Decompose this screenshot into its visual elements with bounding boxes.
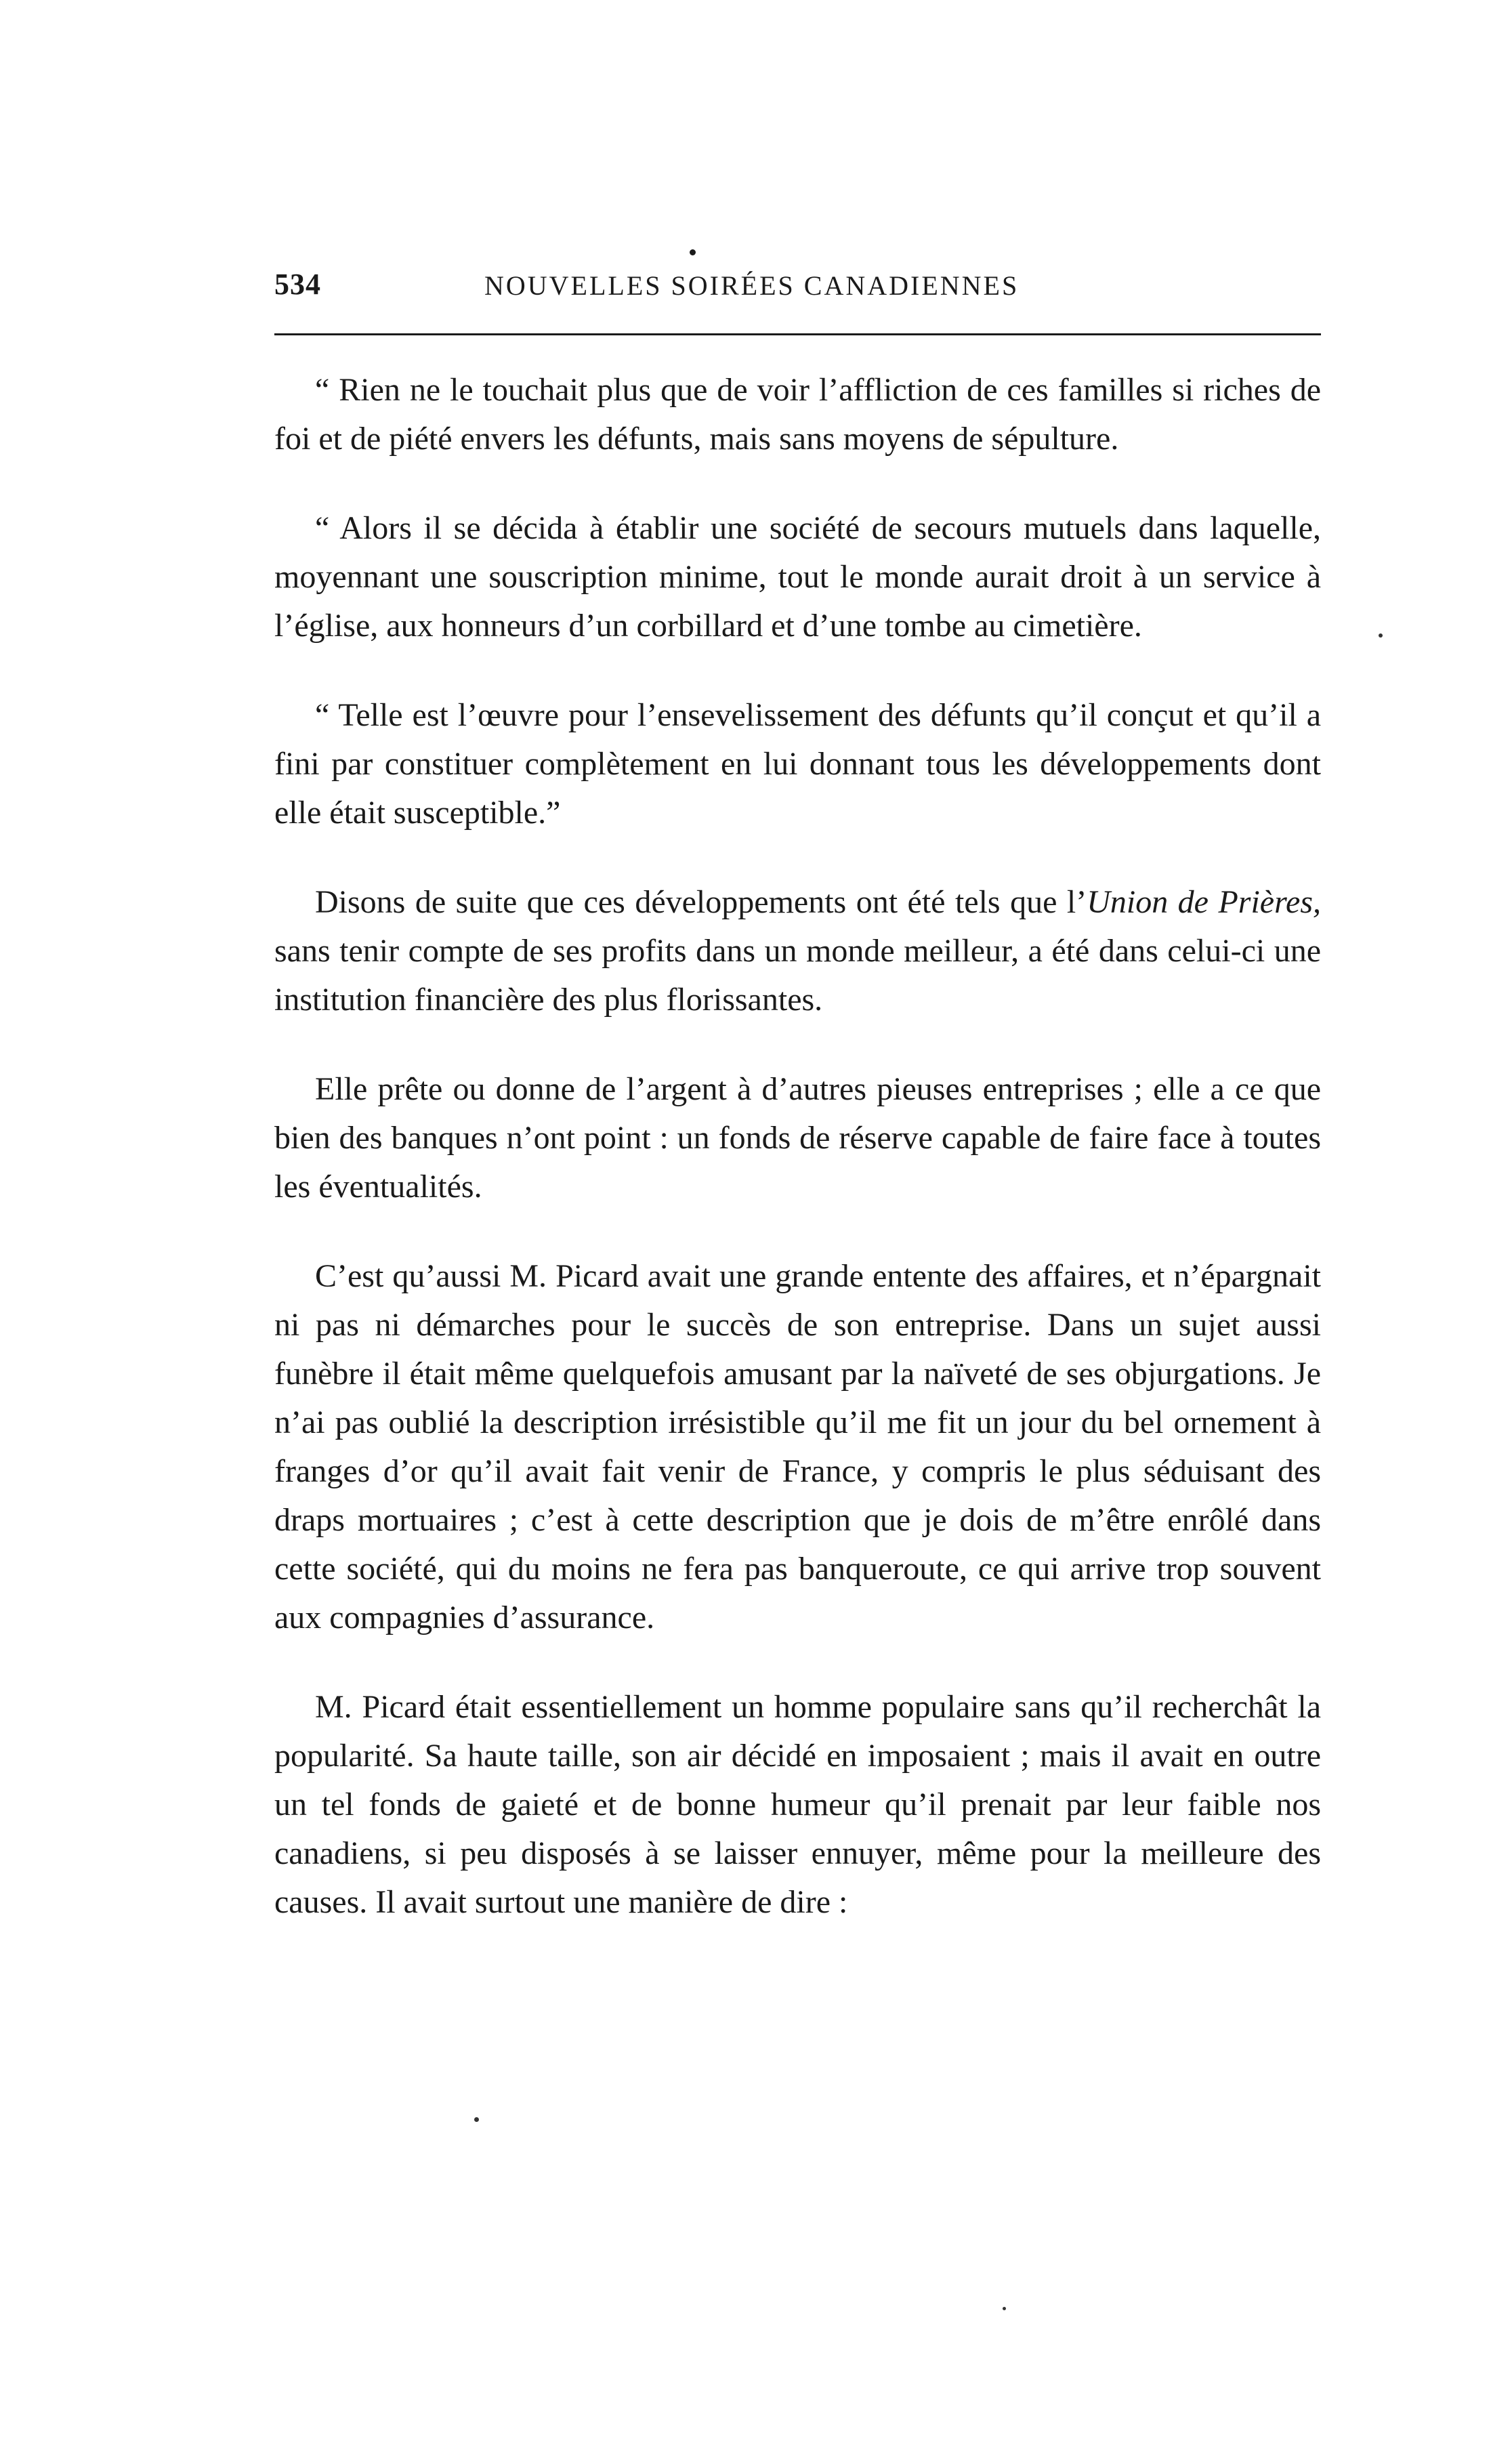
header-rule xyxy=(274,333,1321,335)
paragraph xyxy=(274,878,1321,1024)
running-head xyxy=(274,257,1321,305)
italic-title: Union de Prières, xyxy=(1087,884,1321,920)
ink-speck xyxy=(1379,633,1383,638)
paragraph: “ Alors il se décida à établir une société de secours mutuels dans laquelle, moyennant une souscription minime, tout le monde aurait droit à un service à l’église, aux honneurs d’un corbillard et d’une tombe au cimetière. xyxy=(274,510,1321,644)
paragraph-text: Disons de suite que ces développements ont été tels que l’ xyxy=(315,884,1087,920)
ink-speck xyxy=(474,2117,479,2122)
paragraph: “ Telle est l’œuvre pour l’ensevelissement des défunts qu’il conçut et qu’il a fini par constituer complètement en lui donnant tous les développements dont elle était susceptible.” xyxy=(274,697,1321,831)
paragraph: C’est qu’aussi M. Picard avait une grande entente des affaires, et n’épargnait ni pas ni démarches pour le succès de son entreprise. Dans un sujet aussi funèbre il était même quelquefois amusant par la naïveté de ses objurgations. Je n’ai pas oublié la description irrésistible qu’il me fit un jour du bel ornement à franges d’or qu’il avait fait venir de France, y compris le plus séduisant des draps mortuaires ; c’est à cette description que je dois de m’être enrôlé dans cette société, qui du moins ne fera pas banqueroute, ce qui arrive trop souvent aux compagnies d’assurance. xyxy=(274,1258,1321,1635)
running-title: NOUVELLES SOIRÉES CANADIENNES xyxy=(484,270,1020,301)
paragraph: M. Picard était essentiellement un homme populaire sans qu’il recherchât la popularité. Sa haute taille, son air décidé en imposaient ; mais il avait en outre un tel fonds de gaieté et de bonne humeur qu’il prenait par leur faible nos canadiens, si peu disposés à se laisser ennuyer, même pour la meilleure des causes. Il avait surtout une manière de dire : xyxy=(274,1689,1321,1920)
ink-dot xyxy=(690,249,696,255)
ink-speck xyxy=(1003,2307,1006,2310)
paragraph: “ Rien ne le touchait plus que de voir l’affliction de ces familles si riches de foi et de piété envers les défunts, mais sans moyens de sépulture. xyxy=(274,372,1321,457)
paragraph: Elle prête ou donne de l’argent à d’autres pieuses entreprises ; elle a ce que bien des banques n’ont point : un fonds de réserve capable de faire face à toutes les éventualités. xyxy=(274,1071,1321,1205)
page-number: 534 xyxy=(274,268,321,301)
body-text xyxy=(274,366,1321,1967)
book-page xyxy=(274,257,1321,1920)
paragraph-text: sans tenir compte de ses profits dans un monde meilleur, a été dans celui-ci une institution financière des plus florissantes. xyxy=(274,933,1321,1018)
